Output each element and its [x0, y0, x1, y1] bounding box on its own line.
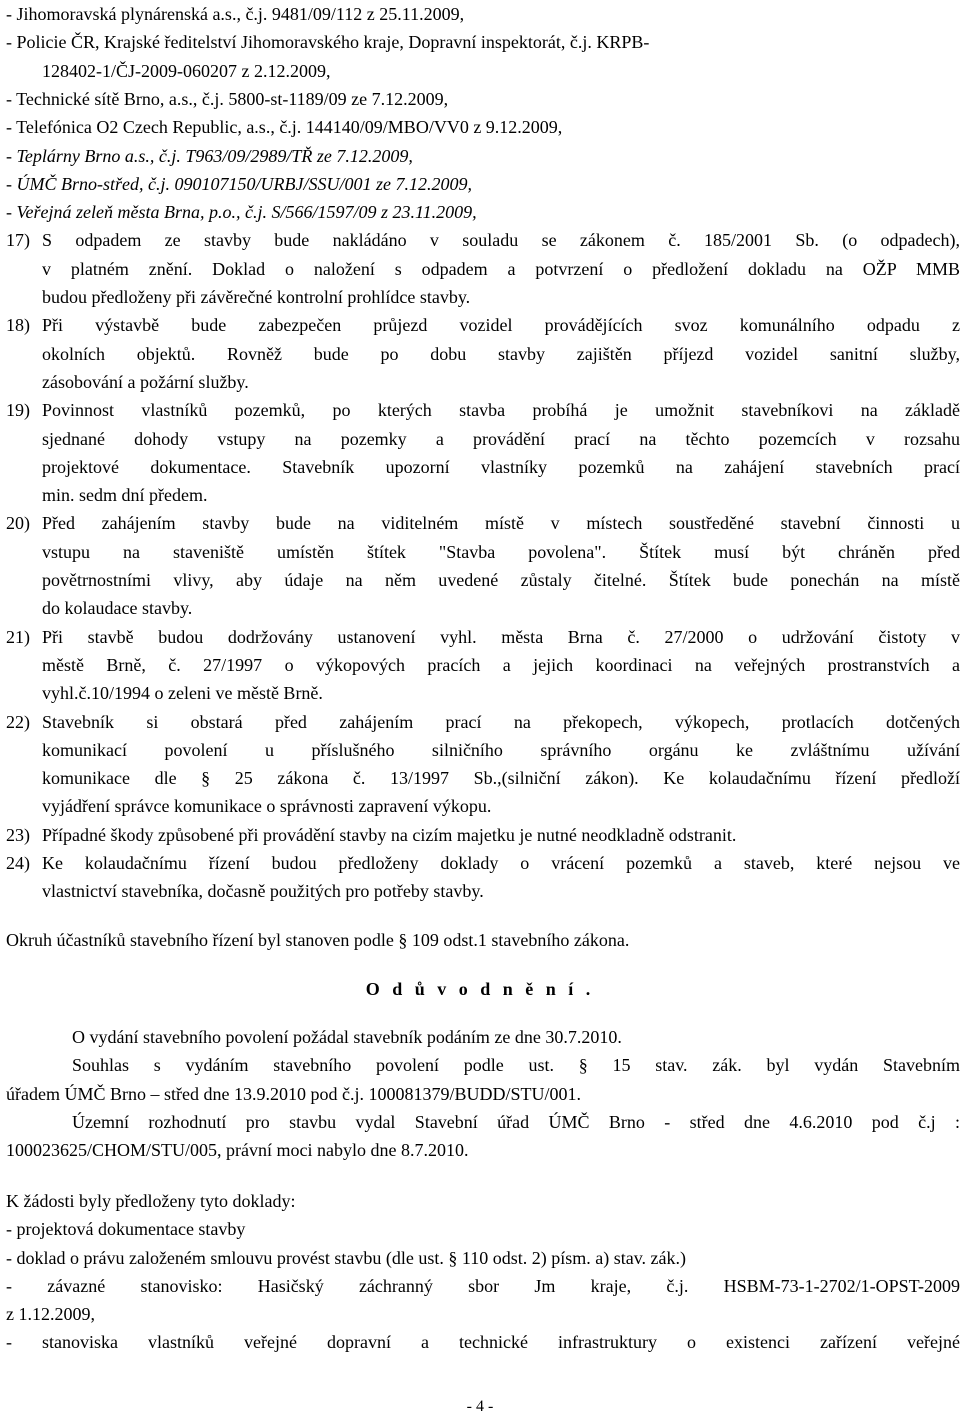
condition-item-line: městě Brně, č. 27/1997 o výkopových pracích a jejich koordinaci na veřejných prostranstvích a [42, 654, 960, 675]
condition-item [6, 623, 960, 651]
documents-list-item: - projektová dokumentace stavby [6, 1219, 246, 1240]
page-number: - 4 - [466, 1398, 494, 1415]
condition-item-line: vstupu na staveniště umístěn štítek "Stavba povolena". Štítek musí být chráněn před [42, 541, 960, 562]
documents-title: K žádosti byly předloženy tyto doklady: [6, 1190, 296, 1211]
condition-item-line: povětrnostními vlivy, aby údaje na něm uvedené zůstaly čitelné. Štítek bude ponechán na místě [42, 570, 960, 590]
condition-text: Před zahájením stavby bude na viditelném místě v místech soustředěné stavební činnosti u [42, 513, 960, 534]
condition-number: 22) [6, 711, 30, 732]
opinion-list-item: - Teplárny Brno a.s., č.j. T963/09/2989/TŘ ze 7.12.2009, [6, 145, 413, 166]
documents-list-item: - doklad o právu založeném smlouvu provést stavbu (dle ust. § 110 odst. 2) písm. a) stav. zák.) [6, 1247, 687, 1268]
opinion-list-item: - Jihomoravská plynárenská a.s., č.j. 9481/09/112 z 25.11.2009, [6, 4, 465, 24]
condition-text: Případné škody způsobené při provádění stavby na cizím majetku je nutné neodkladně odstranit. [42, 824, 737, 845]
condition-text: Stavebník si obstará před zahájením prací na překopech, výkopech, protlacích dotčených [42, 711, 960, 732]
opinion-list-item: 128402-1/ČJ-2009-060207 z 2.12.2009, [42, 60, 331, 81]
condition-item-line: komunikace dle § 25 zákona č. 13/1997 Sb.,(silniční zákon). Ke kolaudačnímu řízení předloží [42, 768, 960, 789]
opinion-list-item: - Telefónica O2 Czech Republic, a.s., č.j. 144140/09/MBO/VV0 z 9.12.2009, [6, 117, 563, 138]
condition-item-line: budou předloženy při závěrečné kontrolní prohlídce stavby. [42, 287, 471, 307]
documents-list-item: - závazné stanovisko: Hasičský záchranný sbor Jm kraje, č.j. HSBM-73-1-2702/1-OPST-2009 [6, 1275, 960, 1296]
condition-number: 17) [6, 230, 30, 251]
condition-number: 21) [6, 626, 30, 647]
condition-item [6, 509, 960, 537]
section-heading: O d ů v o d n ě n í . [365, 978, 595, 999]
condition-item [6, 821, 960, 849]
condition-item-line: vyhl.č.10/1994 o zeleni ve městě Brně. [42, 683, 323, 704]
condition-item [6, 396, 960, 424]
reasoning-paragraph: Územní rozhodnutí pro stavbu vydal Stavební úřad ÚMČ Brno - střed dne 4.6.2010 pod č.j : [72, 1112, 960, 1132]
condition-text: Při stavbě budou dodržovány ustanovení vyhl. města Brna č. 27/2000 o udržování čistoty v [42, 626, 960, 647]
reasoning-paragraph: 100023625/CHOM/STU/005, právní moci nabylo dne 8.7.2010. [6, 1140, 469, 1161]
condition-text: Ke kolaudačnímu řízení budou předloženy doklady o vrácení pozemků a staveb, které nejsou ve [42, 853, 960, 873]
condition-item-line: v platném znění. Doklad o naložení s odpadem a potvrzení o předložení dokladu na OŽP MMB [42, 258, 960, 279]
participants-statement: Okruh účastníků stavebního řízení byl stanoven podle § 109 odst.1 stavebního zákona. [6, 929, 630, 950]
reasoning-paragraph: Souhlas s vydáním stavebního povolení podle ust. § 15 stav. zák. byl vydán Stavebním [72, 1055, 960, 1076]
condition-text: Povinnost vlastníků pozemků, po kterých stavba probíhá je umožnit stavebníkovi na základě [42, 400, 960, 421]
documents-list-item: - stanoviska vlastníků veřejné dopravní a technické infrastruktury o existenci zařízení veřejné [6, 1332, 960, 1353]
condition-item-line: min. sedm dní předem. [42, 485, 208, 506]
condition-item-line: projektové dokumentace. Stavebník upozorní vlastníky pozemků na zahájení stavebních prací [42, 456, 960, 477]
condition-text: S odpadem ze stavby bude nakládáno v souladu se zákonem č. 185/2001 Sb. (o odpadech), [42, 230, 960, 251]
condition-text: Při výstavbě bude zabezpečen průjezd vozidel provádějících svoz komunálního odpadu z [42, 315, 960, 336]
condition-item-line: vyjádření správce komunikace o správnosti zapravení výkopu. [42, 796, 492, 817]
condition-number: 23) [6, 824, 30, 845]
condition-item-line: vlastnictví stavebníka, dočasně použitých pro potřeby stavby. [42, 881, 484, 902]
condition-number: 24) [6, 853, 30, 873]
reasoning-paragraph: O vydání stavebního povolení požádal stavebník podáním ze dne 30.7.2010. [72, 1027, 622, 1048]
condition-number: 19) [6, 400, 30, 421]
condition-item-line: komunikací povolení u příslušného silničního správního orgánu ke zvláštnímu užívání [42, 739, 960, 760]
condition-item [6, 849, 960, 877]
condition-item-line: okolních objektů. Rovněž bude po dobu stavby zajištěn příjezd vozidel sanitní služby, [42, 343, 960, 364]
condition-item [6, 226, 960, 254]
condition-item [6, 708, 960, 736]
opinion-list-item: - Policie ČR, Krajské ředitelství Jihomoravského kraje, Dopravní inspektorát, č.j. KRPB- [6, 32, 650, 53]
condition-number: 18) [6, 315, 30, 336]
documents-list-item: z 1.12.2009, [6, 1304, 95, 1325]
condition-item-line: sjednané dohody vstupy na pozemky a provádění prací na těchto pozemcích v rozsahu [42, 428, 960, 449]
condition-item-line: zásobování a požární služby. [42, 371, 249, 392]
opinion-list-item: - Technické sítě Brno, a.s., č.j. 5800-st-1189/09 ze 7.12.2009, [6, 88, 449, 109]
opinion-list-item: - ÚMČ Brno-střed, č.j. 090107150/URBJ/SSU/001 ze 7.12.2009, [6, 173, 472, 194]
condition-item [6, 311, 960, 339]
condition-item-line: do kolaudace stavby. [42, 598, 193, 619]
opinion-list-item: - Veřejná zeleň města Brna, p.o., č.j. S/566/1597/09 z 23.11.2009, [6, 202, 477, 223]
condition-number: 20) [6, 513, 30, 534]
reasoning-paragraph: úřadem ÚMČ Brno – střed dne 13.9.2010 pod č.j. 100081379/BUDD/STU/001. [6, 1083, 581, 1104]
